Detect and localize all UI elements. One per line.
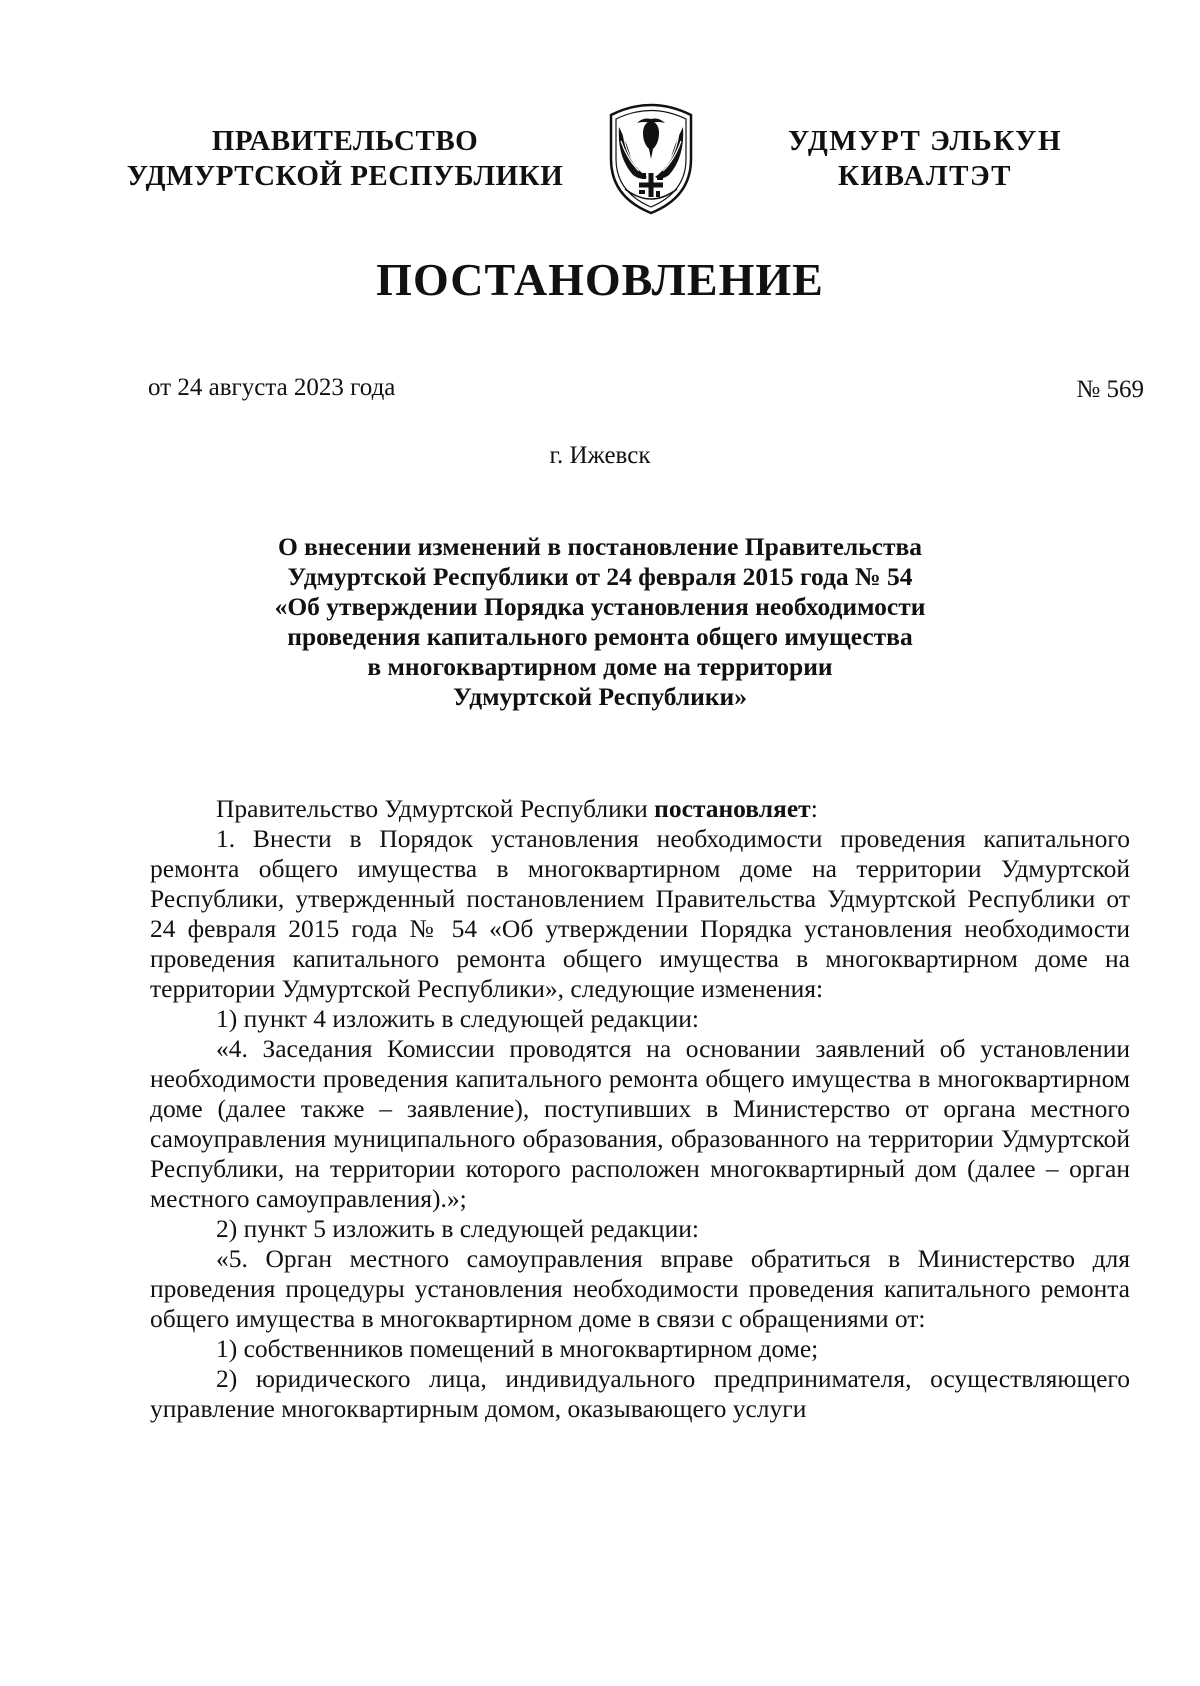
subject-line: «Об утверждении Порядка установления необходимости — [274, 592, 926, 621]
subject-line: в многоквартирном доме на территории — [367, 652, 833, 681]
document-number: № 569 — [1076, 376, 1144, 403]
organization-name-russian — [120, 124, 570, 194]
body-paragraph: 1) пункт 4 изложить в следующей редакции: — [216, 1004, 699, 1033]
intro-colon: : — [810, 794, 818, 823]
document-date: от 24 августа 2023 года — [148, 374, 396, 401]
org-left-line2: УДМУРТСКОЙ РЕСПУБЛИКИ — [126, 160, 564, 192]
subject-line: О внесении изменений в постановление Правительства — [277, 532, 923, 561]
body-paragraph: 2) пункт 5 изложить в следующей редакции: — [216, 1214, 699, 1243]
subject-line: Удмуртской Республики» — [453, 682, 747, 711]
org-right-line2: КИВАЛТЭТ — [837, 160, 1012, 192]
document-title: ПОСТАНОВЛЕНИЕ — [376, 254, 824, 305]
body-paragraph: «4. Заседания Комиссии проводятся на основании заявлений об установлении необходимости проведения капитального ремонта общего имущества в многоквартирном доме (далее также – заявление), поступивших в Министерство от органа местного самоуправления муниципального образования, образованного на территории Удмуртской Республики, на территории которого расположен многоквартирный дом (далее – орган местного самоуправления).»; — [150, 1034, 1130, 1213]
document-body — [150, 794, 1130, 1424]
organization-name-udmurt — [765, 124, 1085, 194]
intro-paragraph — [150, 794, 1130, 824]
document-city: г. Ижевск — [549, 442, 651, 469]
body-paragraph: 1. Внести в Порядок установления необходимости проведения капитального ремонта общего имущества в многоквартирном доме на территории Удмуртской Республики, утвержденный постановлением Правительства Удмуртской Республики от 24 февраля 2015 года № 54 «Об утверждении Порядка установления необходимости проведения капитального ремонта общего имущества в многоквартирном доме на территории Удмуртской Республики», следующие изменения: — [150, 824, 1130, 1003]
body-paragraph: 1) собственников помещений в многоквартирном доме; — [216, 1334, 819, 1363]
body-paragraph: 2) юридического лица, индивидуального предпринимателя, осуществляющего управление многоквартирным домом, оказывающего услуги — [150, 1364, 1130, 1423]
subject-line: проведения капитального ремонта общего имущества — [287, 622, 913, 651]
coat-of-arms-icon — [603, 101, 699, 217]
intro-keyword: постановляет — [654, 794, 811, 823]
document-subject — [200, 532, 1000, 712]
intro-text: Правительство Удмуртской Республики — [216, 794, 655, 823]
org-right-line1: УДМУРТ ЭЛЬКУН — [787, 125, 1063, 157]
body-paragraph: «5. Орган местного самоуправления вправе обратиться в Министерство для проведения процедуры установления необходимости проведения капитального ремонта общего имущества в многоквартирном доме в связи с обращениями от: — [150, 1244, 1130, 1333]
subject-line: Удмуртской Республики от 24 февраля 2015 года № 54 — [287, 562, 913, 591]
org-left-line1: ПРАВИТЕЛЬСТВО — [211, 125, 479, 157]
